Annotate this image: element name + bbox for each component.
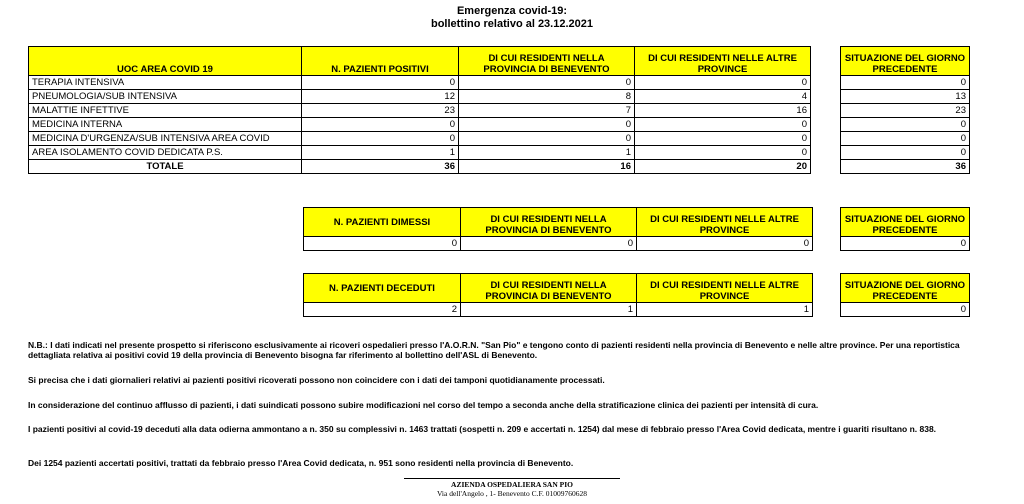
row-precedente: 0 — [841, 146, 970, 160]
header-dimessi-altre: DI CUI RESIDENTI NELLE ALTRE PROVINCE — [637, 208, 813, 237]
header-deceduti: N. PAZIENTI DECEDUTI — [304, 274, 461, 303]
header-positivi: N. PAZIENTI POSITIVI — [302, 47, 459, 76]
title-line-2: bollettino relativo al 23.12.2021 — [430, 18, 593, 30]
table-row — [29, 132, 811, 146]
header-area: UOC AREA COVID 19 — [29, 47, 302, 76]
table-row — [29, 146, 811, 160]
row-benevento: 0 — [459, 132, 635, 146]
note-deaths-summary: I pazienti positivi al covid-19 deceduti alla data odierna ammontano a n. 350 su complessivi n. 1463 trattati (sospetti n. 209 e accertati n. 1254) dal mese di febbraio presso l'Area Covid dedicata, mentre i guariti risultano n. 838. — [28, 424, 937, 434]
dimessi-benevento: 0 — [461, 237, 637, 251]
row-area: MEDICINA D'URGENZA/SUB INTENSIVA AREA COVID — [29, 132, 302, 146]
header-deceduti-altre: DI CUI RESIDENTI NELLE ALTRE PROVINCE — [637, 274, 813, 303]
bulletin-title — [0, 5, 1024, 31]
row-positivi: 0 — [302, 118, 459, 132]
total-precedente: 36 — [841, 160, 970, 174]
note-continuous-inflow: In considerazione del continuo afflusso di pazienti, i dati suindicati possono subire modificazioni nel corso del tempo a seconda anche della stratificazione clinica dei pazienti per intensità di cura. — [28, 400, 819, 410]
total-altre: 20 — [635, 160, 811, 174]
row-area: TERAPIA INTENSIVA — [29, 76, 302, 90]
row-altre: 0 — [635, 132, 811, 146]
row-positivi: 23 — [302, 104, 459, 118]
header-dimessi-benevento: DI CUI RESIDENTI NELLA PROVINCIA DI BENEVENTO — [461, 208, 637, 237]
row-positivi: 0 — [302, 132, 459, 146]
footer-organization-name: AZIENDA OSPEDALIERA SAN PIO — [451, 480, 573, 489]
title-line-1: Emergenza covid-19: — [456, 5, 568, 17]
row-benevento: 0 — [459, 76, 635, 90]
note-daily-data: Si precisa che i dati giornalieri relativi ai pazienti positivi ricoverati possono non coincidere con i dati dei tamponi quotidianamente processati. — [28, 375, 605, 385]
table-row — [29, 104, 811, 118]
header-deceduti-benevento: DI CUI RESIDENTI NELLA PROVINCIA DI BENEVENTO — [461, 274, 637, 303]
header-dimessi: N. PAZIENTI DIMESSI — [304, 208, 461, 237]
row-precedente: 0 — [841, 118, 970, 132]
deceduti-table — [303, 273, 813, 317]
row-precedente: 0 — [841, 132, 970, 146]
main-table-header-row — [29, 47, 811, 76]
dimessi-count: 0 — [304, 237, 461, 251]
row-altre: 16 — [635, 104, 811, 118]
row-benevento: 1 — [459, 146, 635, 160]
dimessi-table — [303, 207, 813, 251]
total-label: TOTALE — [29, 160, 302, 174]
row-precedente: 0 — [841, 76, 970, 90]
deceduti-benevento: 1 — [461, 303, 637, 317]
header-altre: DI CUI RESIDENTI NELLE ALTRE PROVINCE — [635, 47, 811, 76]
note-benevento-residents: Dei 1254 pazienti accertati positivi, trattati da febbraio presso l'Area Covid dedicata, n. 951 sono residenti nella provincia di Benevento. — [28, 458, 574, 468]
footer-divider — [404, 478, 620, 479]
deceduti-count: 2 — [304, 303, 461, 317]
row-altre: 4 — [635, 90, 811, 104]
main-previous-day-table — [840, 46, 970, 174]
row-positivi: 1 — [302, 146, 459, 160]
row-precedente: 13 — [841, 90, 970, 104]
total-row — [29, 160, 811, 174]
total-benevento: 16 — [459, 160, 635, 174]
header-deceduti-precedente: SITUAZIONE DEL GIORNO PRECEDENTE — [841, 274, 970, 303]
row-altre: 0 — [635, 76, 811, 90]
row-positivi: 12 — [302, 90, 459, 104]
row-altre: 0 — [635, 146, 811, 160]
deceduti-precedente: 0 — [841, 303, 970, 317]
row-area: PNEUMOLOGIA/SUB INTENSIVA — [29, 90, 302, 104]
row-benevento: 8 — [459, 90, 635, 104]
row-benevento: 7 — [459, 104, 635, 118]
dimessi-previous-day-table — [840, 207, 970, 251]
header-benevento: DI CUI RESIDENTI NELLA PROVINCIA DI BENEVENTO — [459, 47, 635, 76]
row-benevento: 0 — [459, 118, 635, 132]
main-table — [28, 46, 811, 174]
row-area: AREA ISOLAMENTO COVID DEDICATA P.S. — [29, 146, 302, 160]
header-dimessi-precedente: SITUAZIONE DEL GIORNO PRECEDENTE — [841, 208, 970, 237]
dimessi-precedente: 0 — [841, 237, 970, 251]
row-altre: 0 — [635, 118, 811, 132]
deceduti-altre: 1 — [637, 303, 813, 317]
total-positivi: 36 — [302, 160, 459, 174]
dimessi-altre: 0 — [637, 237, 813, 251]
note-nb: N.B.: I dati indicati nel presente prospetto si riferiscono esclusivamente ai ricoveri ospedalieri presso l'A.O.R.N. "San Pio" e tengono conto di pazienti residenti nella provincia di Benevento e nelle altre province. Per una reportistica dettagliata relativa ai positivi covid 19 della provincia di Benevento bisogna far riferimento al bollettino dell'ASL di Benevento. — [28, 340, 960, 360]
table-row — [29, 118, 811, 132]
table-row — [29, 90, 811, 104]
header-precedente: SITUAZIONE DEL GIORNO PRECEDENTE — [841, 47, 970, 76]
row-area: MALATTIE INFETTIVE — [29, 104, 302, 118]
row-area: MEDICINA INTERNA — [29, 118, 302, 132]
row-positivi: 0 — [302, 76, 459, 90]
table-row — [29, 76, 811, 90]
row-precedente: 23 — [841, 104, 970, 118]
footer-address: Via dell'Angelo , 1- Benevento C.F. 01009760628 — [436, 489, 588, 498]
deceduti-previous-day-table — [840, 273, 970, 317]
